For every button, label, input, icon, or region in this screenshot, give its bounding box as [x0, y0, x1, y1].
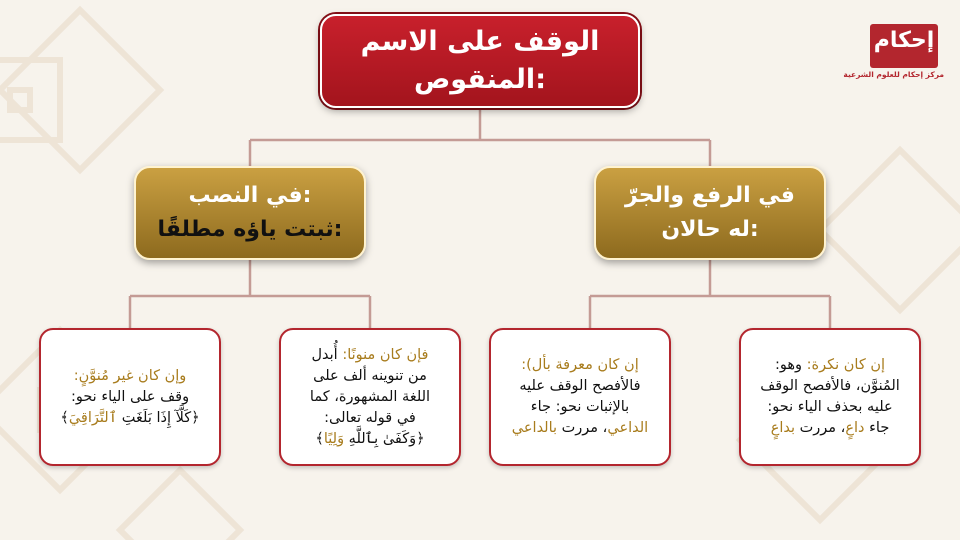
leaf-ghair-line3: ﴿كَلَّآ إِذَا بَلَغَتِ ٱلتَّرَاقِيَ﴾: [60, 409, 200, 426]
leaf-munawwan-line2: من تنوينه ألف على: [313, 367, 427, 384]
branch-raf-jarr-title: في الرفع والجرّ: [625, 183, 795, 208]
leaf-nakira: [739, 328, 921, 466]
leaf-nakira-line4: جاء داعٍ، مررت بداعٍ: [770, 420, 890, 436]
leaf-nakira-line1: إن كان نكرة: وهو:: [774, 357, 886, 373]
leaf-maarifa: [489, 328, 671, 466]
branch-raf-jarr-subtitle: له حالان:: [661, 217, 759, 242]
leaf-maarifa-line1: إن كان معرفة بأل):: [521, 357, 639, 373]
leaf-munawwan-line5: ﴿وَكَفَىٰ بِٱللَّهِ وَلِيًا﴾: [315, 430, 425, 447]
logo-subtitle: مركز إحكام للعلوم الشرعية: [843, 70, 944, 79]
leaf-nakira-line2: المُنوَّن، فالأفصح الوقف: [760, 378, 900, 394]
root-title-line2: المنقوص:: [413, 64, 546, 95]
branch-nasb-subtitle: ثبتت ياؤه مطلقًا:: [157, 217, 343, 242]
branch-nasb-title: في النصب:: [188, 183, 312, 208]
branch-nasb: [134, 166, 366, 260]
leaf-munawwan-line4: في قوله تعالى:: [324, 409, 416, 426]
logo-name: إحكام: [873, 28, 935, 53]
leaf-munawwan-line3: اللغة المشهورة، كما: [309, 388, 431, 405]
leaf-ghair-munawwan: [39, 328, 221, 466]
leaf-maarifa-line2: فالأفصح الوقف عليه: [519, 378, 641, 394]
root-title-line1: الوقف على الاسم: [360, 26, 600, 57]
branch-raf-jarr: [594, 166, 826, 260]
leaf-munawwan-line1: فإن كان منونًا: أُبدل: [311, 346, 429, 363]
leaf-nakira-line3: عليه بحذف الياء نحو:: [767, 399, 893, 415]
leaf-maarifa-line4: الداعي، مررت بالداعي: [511, 420, 649, 436]
root-node: [320, 14, 640, 108]
leaf-ghair-line1: وإن كان غير مُنوَّنٍ:: [73, 367, 187, 384]
leaf-munawwan: [279, 328, 461, 466]
leaf-maarifa-line3: بالإثبات نحو: جاء: [530, 399, 630, 415]
leaf-ghair-line2: وقف على الياء نحو:: [70, 388, 190, 405]
